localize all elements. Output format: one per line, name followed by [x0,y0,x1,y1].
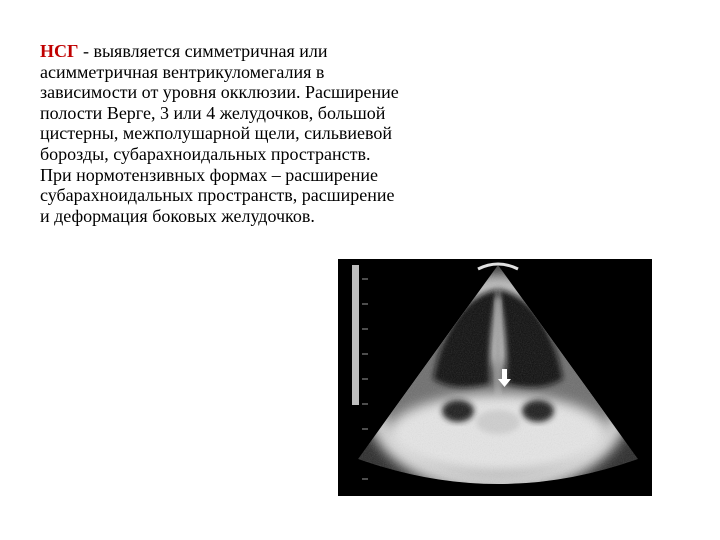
ultrasound-scan-drawing [338,259,652,496]
text-line-9: и деформация боковых желудочков. [40,205,315,226]
text-line-3: зависимости от уровня окклюзии. Расширение [40,82,399,103]
text-line-7: При нормотензивных формах – расширение [40,164,378,185]
text-line-8: субарахноидальных пространств, расширение [40,185,395,206]
text-line-1-rest: - выявляется симметричная или [78,41,328,61]
ultrasound-image [338,259,652,496]
text-line-2: асимметричная вентрикуломегалия в [40,61,325,82]
text-line-6: борозды, субарахноидальных пространств. [40,143,371,164]
term-nsg: НСГ [40,41,79,61]
text-line-1 [40,41,550,62]
slide-text [40,41,550,226]
text-line-5: цистерны, межполушарной щели, сильвиевой [40,123,393,144]
text-line-4: полости Верге, 3 или 4 желудочков, большой [40,102,386,123]
